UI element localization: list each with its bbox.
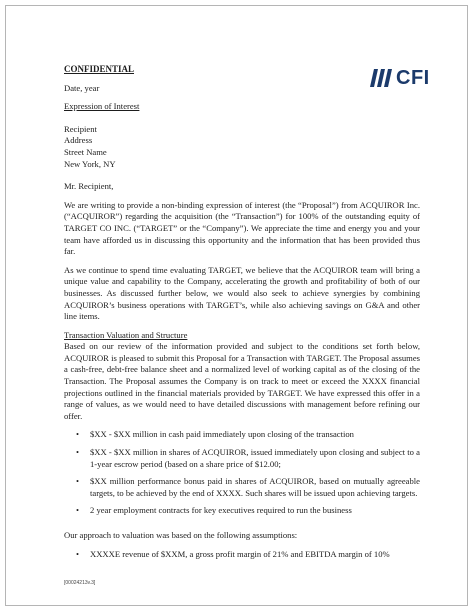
list-item xyxy=(64,505,420,517)
bullet-text: $XX - $XX million in shares of ACQUIROR, issued immediately upon closing and subject to a 1-year escrow period (based on a share price of $12.00; xyxy=(90,447,420,469)
document-title: Expression of Interest xyxy=(64,101,140,112)
list-item xyxy=(64,429,420,441)
bullet-text: $XX million performance bonus paid in shares of ACQUIROR, based on mutually agreeable targets, to be achieved by the end of XXXX. Such shares will be issued upon achieving targets. xyxy=(90,476,420,498)
recipient-line: Street Name xyxy=(64,146,107,157)
recipient-line: Address xyxy=(64,135,93,146)
date-line: Date, year xyxy=(64,82,100,93)
assumption-bullet-list xyxy=(64,549,420,561)
paragraph-intro: We are writing to provide a non-binding expression of interest (the “Proposal”) from ACQUIROR Inc. (“ACQUIROR”) regarding the acquisition (the “Transaction”) for 100% of the outstanding equity of TARGET CO INC. (“TARGET” or the “Company”). We appreciate the time and energy you and your team have afforded us in discussing this opportunity and the information that has been provided thus far. xyxy=(64,199,420,257)
recipient-line: Recipient xyxy=(64,123,97,134)
recipient-line: New York, NY xyxy=(64,158,116,169)
paragraph-value: As we continue to spend time evaluating TARGET, we believe that the ACQUIROR team will bring a unique value and capability to the Company, accelerating the growth and profitability of both of our businesses. As discussed further below, we would also seek to achieve synergies by combining ACQUIROR’s business operations with TARGET’s, while also achieving savings on G&A and other line items. xyxy=(64,264,420,322)
letter-body xyxy=(64,64,420,566)
recipient-block xyxy=(64,124,420,170)
bullet-text: XXXXE revenue of $XXM, a gross profit margin of 21% and EBITDA margin of 10% xyxy=(90,548,390,559)
bullet-glyph: • xyxy=(76,505,80,516)
salutation: Mr. Recipient, xyxy=(64,181,114,192)
list-item xyxy=(64,549,420,561)
document-page xyxy=(5,5,468,606)
list-item xyxy=(64,476,420,499)
list-item xyxy=(64,447,420,470)
bullet-text: 2 year employment contracts for key executives required to run the business xyxy=(90,505,352,516)
paragraph-valuation: Based on our review of the information provided and subject to the conditions set forth below, ACQUIROR is pleased to submit this Proposal for a Transaction with TARGET. The Proposal assumes a cash-free, debt-free balance sheet and a normalized level of working capital as of the closing of the Transaction. The Proposal assumes the Company is on track to meet or exceed the XXXX financial projections outlined in the financial materials provided by TARGET. We have expressed this offer in a range of values, as we would need to have detailed discussions with management before refining our offer. xyxy=(64,341,420,421)
bullet-glyph: • xyxy=(76,476,80,487)
logo-text: CFI xyxy=(396,67,430,89)
section-heading: Transaction Valuation and Structure xyxy=(64,329,188,340)
bullet-glyph: • xyxy=(76,429,80,440)
bullet-glyph: • xyxy=(76,447,80,458)
offer-bullet-list xyxy=(64,429,420,517)
assumptions-intro: Our approach to valuation was based on the following assumptions: xyxy=(64,530,298,540)
bullet-text: $XX - $XX million in cash paid immediately upon closing of the transaction xyxy=(90,429,354,440)
confidential-label: CONFIDENTIAL xyxy=(64,64,135,74)
document-code: [00024213v.3] xyxy=(64,580,96,586)
bullet-glyph: • xyxy=(76,548,80,559)
